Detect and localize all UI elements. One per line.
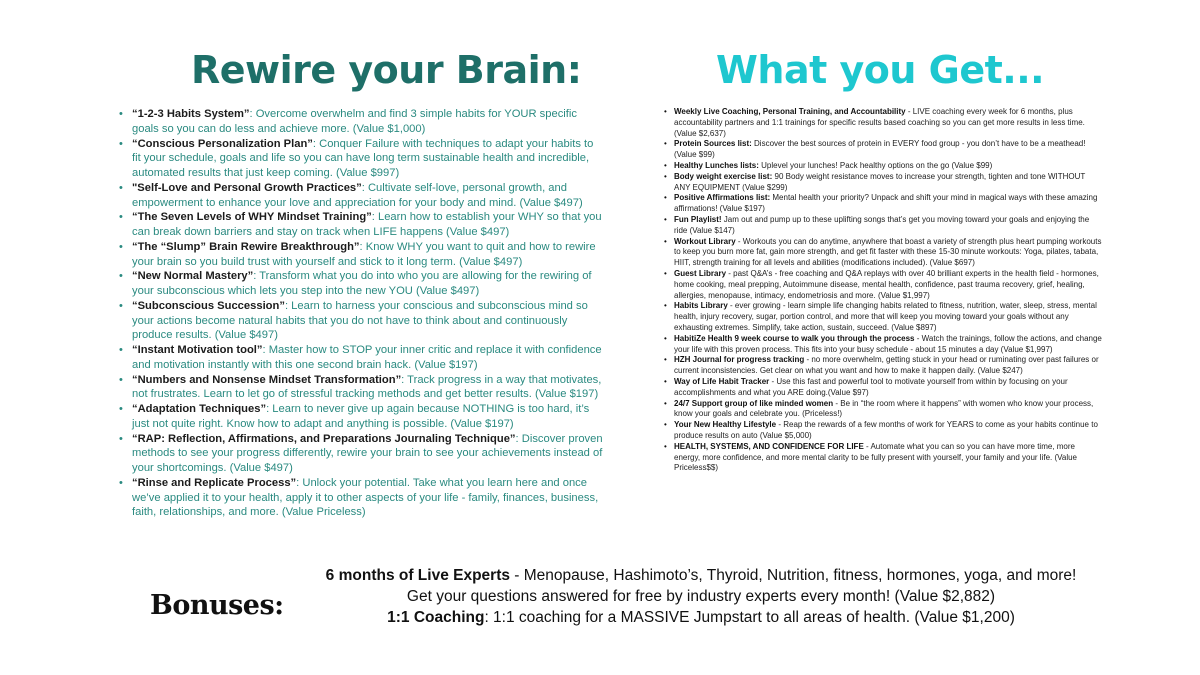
list-item: • 24/7 Support group of like minded women - Be in “the room where it happens” with women who know your process, know your goals and celebrate you. (Priceless!) [662,399,1102,421]
what-you-get-heading: What you Get... [716,48,1045,92]
list-item: • Way of Life Habit Tracker - Use this fast and powerful tool to motivate yourself from within by focusing on your accomplishments and what you ARE doing.(Value $97) [662,377,1102,399]
list-item: • “Rinse and Replicate Process”: Unlock your potential. Take what you learn here and once we’ve applied it to your health, apply it to other aspects of your life - family, finances, business, faith, relationships, and more. (Value Priceless) [119,476,603,520]
list-item: • Weekly Live Coaching, Personal Training, and Accountability - LIVE coaching every week for 6 months, plus accountability partners and 1:1 trainings for specific results based coaching so you can get more results in less time. (Value $2,637) [662,107,1102,139]
rewire-brain-list [119,107,603,520]
list-item: • Fun Playlist! Jam out and pump up to these uplifting songs that’s get you moving toward your goals and enjoying the ride (Value $147) [662,215,1102,237]
list-item: • “Numbers and Nonsense Mindset Transformation”: Track progress in a way that motivates, not frustrates. Learn to let go of stressful tracking methods and get better results. (Value $197) [119,373,603,403]
list-item: • HabitiZe Health 9 week course to walk you through the process - Watch the trainings, follow the actions, and change your life with this proven process. This fits into your busy schedule - about 15 minutes a day (Value $1,997) [662,334,1102,356]
rewire-brain-heading: Rewire your Brain: [191,48,582,92]
list-item: • Guest Library - past Q&A’s - free coaching and Q&A replays with over 40 brilliant experts in the health field - hormones, home cooking, meal prepping, Autoimmune disease, mental health, confidence, past trauma recovery, grief, healing, allergies, menopause, intimacy, endometriosis and more. (Value $1,997) [662,269,1102,301]
list-item: • "Self-Love and Personal Growth Practices”: Cultivate self-love, personal growth, and empowerment to enhance your love and appreciation for your body and mind. (Value $497) [119,181,603,211]
list-item: • Habits Library - ever growing - learn simple life changing habits related to fitness, nutrition, water, sleep, stress, mental health, injury recovery, sugar, portion control, and more that will keep you moving toward your goals without any exhausting extremes. Simplify, take action, sustain, succeed. (Value $897) [662,301,1102,333]
list-item: • Healthy Lunches lists: Uplevel your lunches! Pack healthy options on the go (Value $99) [662,161,1102,172]
list-item: • “Adaptation Techniques”: Learn to never give up again because NOTHING is too hard, it’s just not quite right. Know how to adapt and anything is possible. (Value $197) [119,402,603,432]
list-item: • “RAP: Reflection, Affirmations, and Preparations Journaling Technique”: Discover proven methods to see your progress differently, rewire your brain to see your achievements instead of your shortcomings. (Value $497) [119,432,603,476]
list-item: • “Instant Motivation tool”: Master how to STOP your inner critic and replace it with confidence and motivation instantly with this one second brain hack. (Value $197) [119,343,603,373]
list-item: • “The Seven Levels of WHY Mindset Training”: Learn how to establish your WHY so that you can break down barriers and stay on track when LIFE happens (Value $497) [119,210,603,240]
bonus-live-experts: 6 months of Live Experts - Menopause, Hashimoto’s, Thyroid, Nutrition, fitness, hormones, yoga, and more! [325,567,1077,584]
list-item: • HZH Journal for progress tracking - no more overwhelm, getting stuck in your head or ruminating over past failures or current inconsistencies. Get clear on what you want and how to make it happen daily. (Value $247) [662,355,1102,377]
list-item: • Your New Healthy Lifestyle - Reap the rewards of a few months of work for YEARS to come as your habits continue to produce results on auto (Value $5,000) [662,420,1102,442]
list-item: • “The “Slump” Brain Rewire Breakthrough”: Know WHY you want to quit and how to rewire your brain so you build trust with yourself and stick to it long term. (Value $497) [119,240,603,270]
list-item: • HEALTH, SYSTEMS, AND CONFIDENCE FOR LIFE - Automate what you can so you can have more time, more energy, more confidence, and more mental clarity to be fully present with yourself, your family and your life. (Value Priceless$$) [662,442,1102,474]
list-item: • “1-2-3 Habits System”: Overcome overwhelm and find 3 simple habits for YOUR specific goals so you can do less and achieve more. (Value $1,000) [119,107,603,137]
bonuses-title: Bonuses: [150,590,284,621]
list-item: • “Conscious Personalization Plan”: Conquer Failure with techniques to adapt your habits to fit your schedule, goals and life so you can have long term sustainable health and incredible, automated results that just keep coming. (Value $997) [119,137,603,181]
list-item: • Positive Affirmations list: Mental health your priority? Unpack and shift your mind in magical ways with these amazing affirmations! (Value $197) [662,193,1102,215]
bonus-coaching: 1:1 Coaching: 1:1 coaching for a MASSIVE Jumpstart to all areas of health. (Value $1,200) [387,609,1015,626]
list-item: • Body weight exercise list: 90 Body weight resistance moves to increase your strength, tighten and tone WITHOUT ANY EQUIPMENT (Value $299) [662,172,1102,194]
list-item: • Workout Library - Workouts you can do anytime, anywhere that boast a variety of strength plus heart pumping workouts to keep you burn more fat, gain more strength, and get fit faster with these 15-30 minute workouts: Yoga, pilates, tabata, HIIT, strength training for all levels and abilities (modifications included). (Value $697) [662,237,1102,269]
bonus-questions-line: Get your questions answered for free by industry experts every month! (Value $2,882) [406,588,996,605]
what-you-get-list [662,107,1102,474]
list-item: • “New Normal Mastery”: Transform what you do into who you are allowing for the rewiring of your subconscious which lets you step into the new YOU (Value $497) [119,269,603,299]
list-item: • “Subconscious Succession”: Learn to harness your conscious and subconscious mind so your actions become natural habits that you do not have to think about and continuously produce results. (Value $497) [119,299,603,343]
list-item: • Protein Sources list: Discover the best sources of protein in EVERY food group - you don’t have to be a meathead! (Value $99) [662,139,1102,161]
